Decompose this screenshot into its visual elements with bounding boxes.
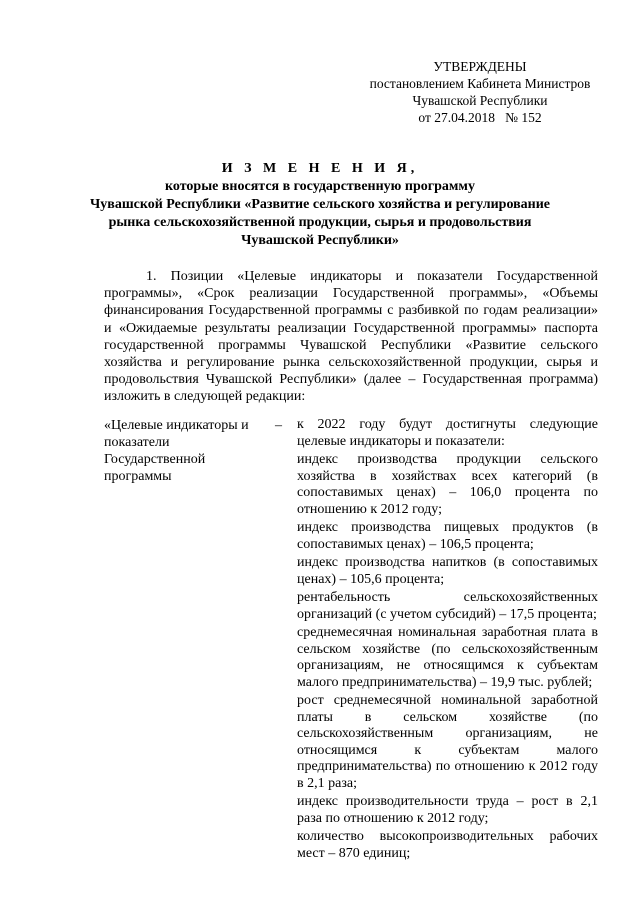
approval-authority: постановлением Кабинета Министров bbox=[369, 76, 591, 91]
indicator-item: среднемесячная номинальная заработная плата в сельском хозяйстве (по сельскохозяйственным организациям, не относящимся к субъектам малого предпринимательства) – 19,9 тыс. рублей; bbox=[297, 625, 598, 690]
title-line-3: Чувашской Республики «Развитие сельского хозяйства и регулирование bbox=[89, 197, 551, 212]
indicator-item: индекс производства пищевых продуктов (в сопоставимых ценах) – 106,5 процента; bbox=[297, 520, 598, 552]
indicator-item: рост среднемесячной номинальной заработной платы в сельском хозяйстве (по сельскохозяйственным организациям, не относящимся к субъектам малого предпринимательства) по отношению к 2012 году в 2,1 раза; bbox=[297, 693, 598, 791]
title-main: И З М Е Н Е Н И Я, bbox=[221, 161, 419, 176]
position-dash: – bbox=[275, 418, 282, 433]
approval-heading: УТВЕРЖДЕНЫ bbox=[433, 59, 527, 74]
approval-date-number: от 27.04.2018 № 152 bbox=[418, 110, 542, 125]
indicator-item: рентабельность сельскохозяйственных организаций (с учетом субсидий) – 17,5 процента; bbox=[297, 590, 598, 622]
indicator-item: количество высокопроизводительных рабочих мест – 870 единиц; bbox=[297, 829, 598, 861]
position-label: «Целевые индикаторы и показатели Государственной программы bbox=[104, 418, 249, 484]
approval-stamp bbox=[360, 58, 600, 126]
indicator-item: к 2022 году будут достигнуты следующие целевые индикаторы и показатели: bbox=[297, 417, 598, 449]
indicator-item: индекс производства продукции сельского хозяйства в хозяйствах всех категорий (в сопоставимых ценах) – 106,0 процента по отношению к 2012 году; bbox=[297, 452, 598, 517]
indicator-item: индекс производительности труда – рост в 2,1 раза по отношению к 2012 году; bbox=[297, 794, 598, 826]
intro-paragraph: 1. Позиции «Целевые индикаторы и показатели Государственной программы», «Срок реализации Государственной программы», «Объемы финансирования Государственной программы с разбивкой по годам реализации» и «Ожидаемые результаты реализации Государственной программы» паспорта государственной программы Чувашской Республики «Развитие сельского хозяйства и регулирование рынка сельскохозяйственной продукции, сырья и продовольствия Чувашской Республики» (далее – Государственная программа) изложить в следующей редакции: bbox=[104, 269, 598, 405]
document-title bbox=[70, 160, 570, 250]
title-line-2: которые вносятся в государственную программу bbox=[165, 179, 475, 194]
title-line-4: рынка сельскохозяйственной продукции, сырья и продовольствия bbox=[108, 215, 532, 230]
title-line-5: Чувашской Республики» bbox=[241, 233, 399, 248]
indicator-item: индекс производства напитков (в сопоставимых ценах) – 105,6 процента; bbox=[297, 555, 598, 587]
position-content bbox=[297, 417, 598, 864]
approval-region: Чувашской Республики bbox=[412, 93, 548, 108]
